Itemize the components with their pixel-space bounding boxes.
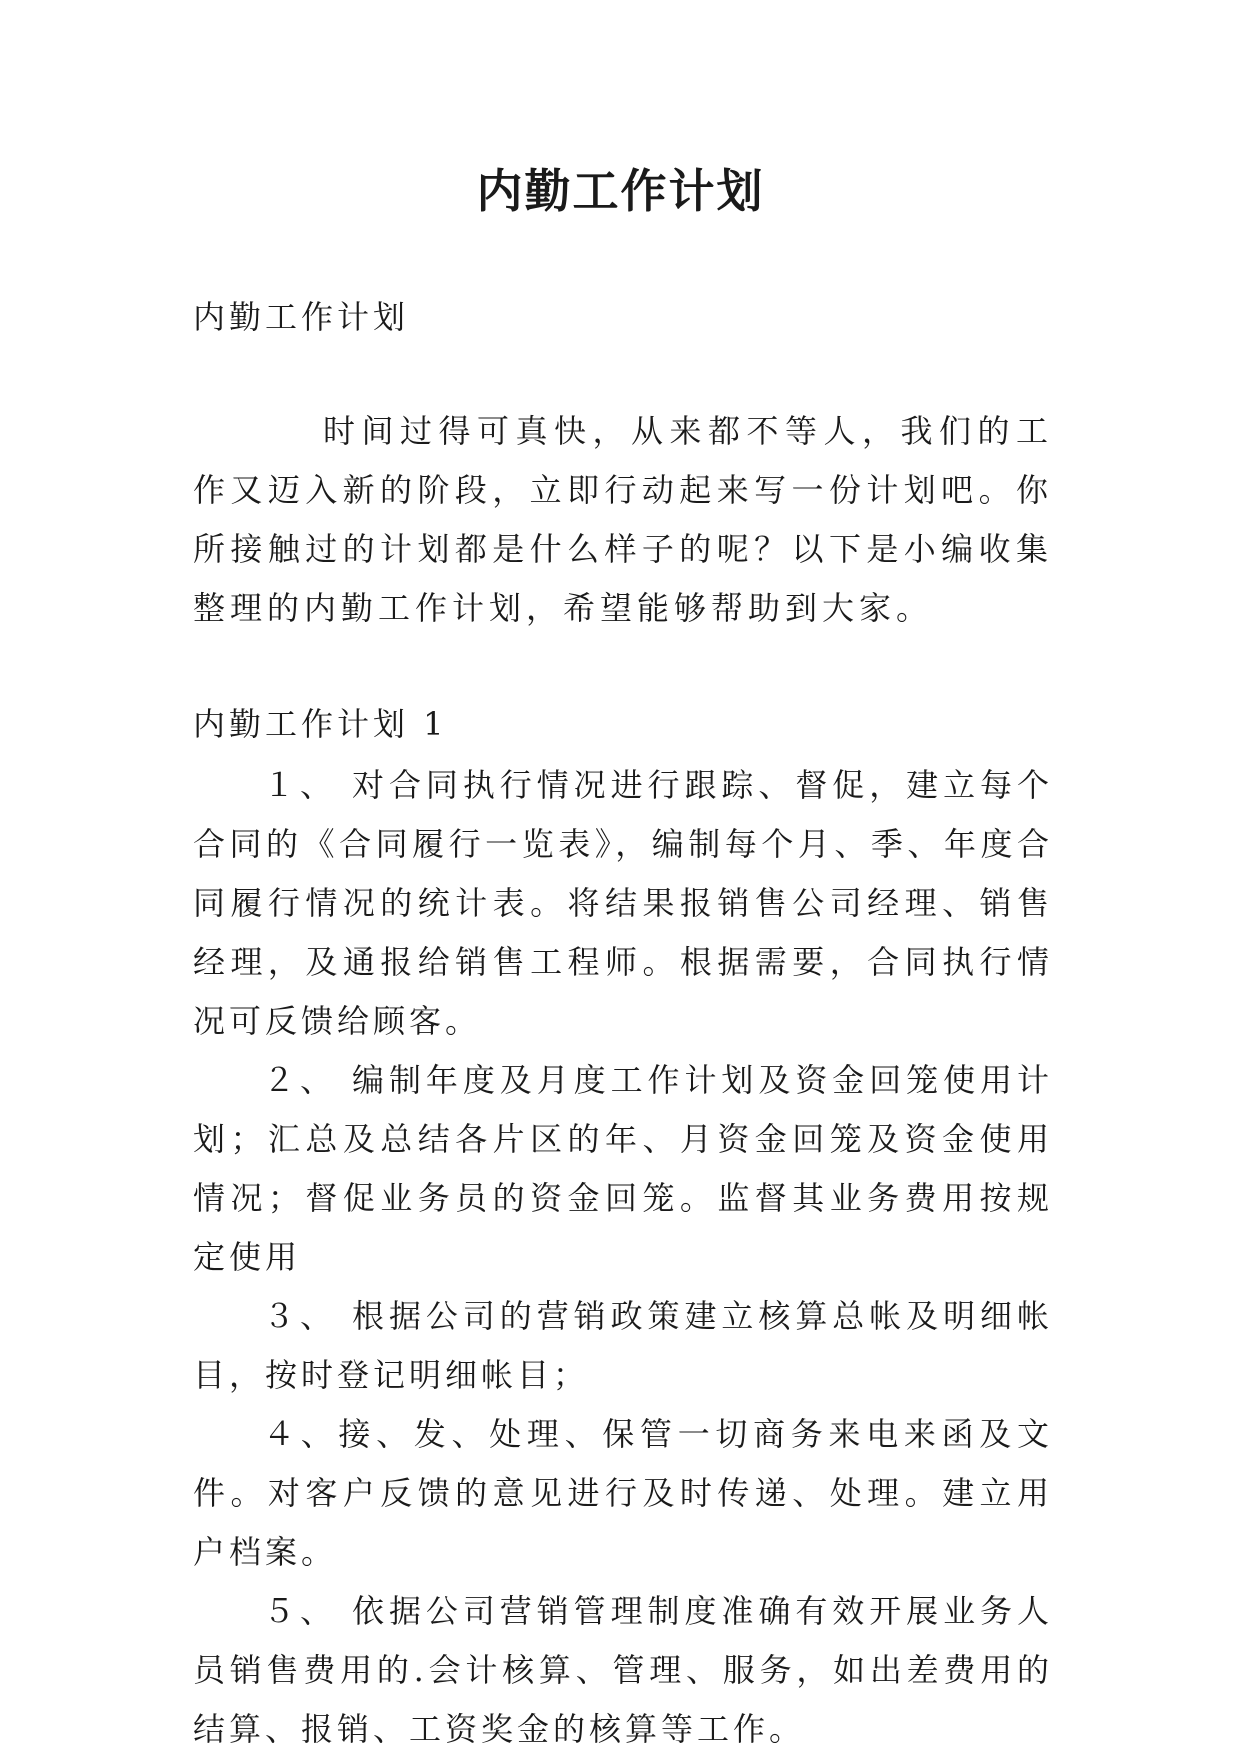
document-title: 内勤工作计划 — [476, 164, 765, 218]
work-plan-list — [193, 756, 1053, 1759]
list-item: ５、 依据公司营销管理制度准确有效开展业务人员销售费用的.会计核算、管理、服务，如出差费用的结算、报销、工资奖金的核算等工作。 — [193, 1592, 1053, 1748]
intro-paragraph: 时间过得可真快，从来都不等人，我们的工作又迈入新的阶段，立即行动起来写一份计划吧。你所接触过的计划都是什么样子的呢？以下是小编收集整理的内勤工作计划，希望能够帮助到大家。 — [193, 412, 1053, 627]
document-subtitle: 内勤工作计划 — [193, 298, 410, 336]
list-item: ３、 根据公司的营销政策建立核算总帐及明细帐目，按时登记明细帐目； — [193, 1297, 1053, 1394]
section-heading: 内勤工作计划 1 — [193, 705, 448, 743]
list-item: ４、接、发、处理、保管一切商务来电来函及文件。对客户反馈的意见进行及时传递、处理。建立用户档案。 — [193, 1415, 1053, 1571]
list-item: １、 对合同执行情况进行跟踪、督促，建立每个合同的《合同履行一览表》，编制每个月、季、年度合同履行情况的统计表。将结果报销售公司经理、销售经理，及通报给销售工程师。根据需要，合同执行情况可反馈给顾客。 — [193, 766, 1053, 1040]
list-item: ２、 编制年度及月度工作计划及资金回笼使用计划；汇总及总结各片区的年、月资金回笼及资金使用情况；督促业务员的资金回笼。监督其业务费用按规定使用 — [193, 1061, 1053, 1276]
